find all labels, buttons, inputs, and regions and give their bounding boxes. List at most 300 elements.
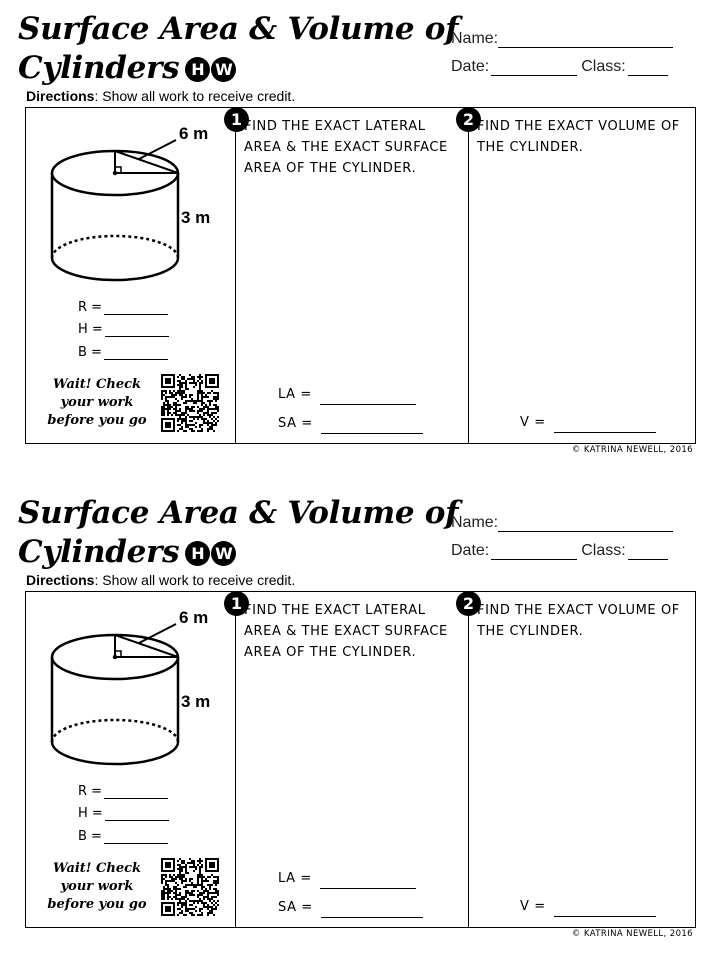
qr-module <box>185 430 187 432</box>
worksheet-top <box>0 0 720 480</box>
qr-module <box>185 420 187 422</box>
qr-module <box>173 408 175 410</box>
qr-module <box>161 876 163 878</box>
qr-module <box>181 874 183 876</box>
qr-module <box>207 396 209 398</box>
qr-module <box>169 906 171 908</box>
qr-module <box>177 404 179 406</box>
qr-module <box>197 398 199 400</box>
sa-blank[interactable] <box>321 903 423 918</box>
surface-area-answer[interactable] <box>278 413 427 434</box>
qr-module <box>181 378 183 380</box>
qr-module <box>179 418 181 420</box>
qr-module <box>185 896 187 898</box>
qr-module <box>191 408 193 410</box>
qr-module <box>167 396 169 398</box>
qr-module <box>211 908 213 910</box>
qr-module <box>215 404 217 406</box>
qr-module <box>175 414 177 416</box>
qr-module <box>161 410 163 412</box>
qr-module <box>169 910 171 912</box>
qr-module <box>217 862 219 864</box>
qr-module <box>185 402 187 404</box>
qr-module <box>213 858 215 860</box>
qr-module <box>173 424 175 426</box>
qr-module <box>161 908 163 910</box>
qr-module <box>161 866 163 868</box>
qr-module <box>175 878 177 880</box>
qr-module <box>207 412 209 414</box>
qr-module <box>207 898 209 900</box>
qr-module <box>217 864 219 866</box>
name-blank[interactable] <box>498 31 673 48</box>
qr-module <box>205 406 207 408</box>
qr-module <box>161 874 163 876</box>
qr-module <box>213 908 215 910</box>
qr-module <box>201 402 203 404</box>
qr-module <box>189 400 191 402</box>
qr-module <box>183 430 185 432</box>
qr-module <box>183 862 185 864</box>
surface-area-answer[interactable] <box>278 897 427 918</box>
var-h-blank[interactable] <box>105 322 169 337</box>
qr-module <box>167 382 169 384</box>
qr-module <box>191 882 193 884</box>
qr-module <box>187 872 189 874</box>
qr-module <box>161 394 163 396</box>
date-class-row <box>451 532 681 560</box>
var-r-label: R = <box>78 784 103 799</box>
qr-module <box>169 880 171 882</box>
qr-module <box>169 426 171 428</box>
qr-module <box>171 418 173 420</box>
name-blank[interactable] <box>498 515 673 532</box>
qr-module <box>209 912 211 914</box>
qr-module <box>165 408 167 410</box>
qr-module <box>201 900 203 902</box>
qr-module <box>201 400 203 402</box>
qr-module <box>175 890 177 892</box>
qr-module <box>185 384 187 386</box>
qr-module <box>163 914 165 916</box>
qr-module <box>173 878 175 880</box>
v-blank[interactable] <box>554 902 656 917</box>
qr-module <box>217 374 219 376</box>
worksheet-bottom <box>0 484 720 964</box>
qr-module <box>215 884 217 886</box>
qr-module <box>177 884 179 886</box>
qr-module <box>207 906 209 908</box>
qr-module <box>179 900 181 902</box>
var-b-blank[interactable] <box>104 345 168 360</box>
qr-module <box>163 892 165 894</box>
var-r-blank[interactable] <box>104 784 168 799</box>
qr-module <box>199 870 201 872</box>
qr-module <box>165 882 167 884</box>
qr-module <box>173 914 175 916</box>
qr-module <box>211 408 213 410</box>
qr-module <box>213 380 215 382</box>
qr-module <box>185 426 187 428</box>
qr-module <box>185 866 187 868</box>
height-answer[interactable] <box>78 322 173 337</box>
qr-module <box>209 864 211 866</box>
qr-module <box>177 390 179 392</box>
qr-module <box>161 890 163 892</box>
la-blank[interactable] <box>320 390 416 405</box>
qr-module <box>173 384 175 386</box>
qr-module <box>165 404 167 406</box>
qr-module <box>183 866 185 868</box>
lateral-area-answer[interactable] <box>278 384 420 405</box>
directions-label: Directions <box>26 88 95 104</box>
title-line-1: Surface Area & Volume of <box>18 495 459 531</box>
qr-module <box>177 384 179 386</box>
class-blank[interactable] <box>628 543 668 560</box>
class-blank[interactable] <box>628 59 668 76</box>
qr-module <box>201 882 203 884</box>
qr-module <box>189 420 191 422</box>
qr-module <box>191 420 193 422</box>
qr-module <box>197 864 199 866</box>
qr-module <box>199 430 201 432</box>
qr-module <box>179 870 181 872</box>
qr-module <box>185 880 187 882</box>
qr-module <box>191 406 193 408</box>
qr-module <box>173 380 175 382</box>
qr-module <box>193 406 195 408</box>
qr-module <box>169 896 171 898</box>
qr-module <box>201 424 203 426</box>
qr-module <box>173 382 175 384</box>
qr-module <box>161 384 163 386</box>
qr-module <box>217 858 219 860</box>
qr-module <box>215 396 217 398</box>
qr-module <box>213 904 215 906</box>
qr-module <box>207 892 209 894</box>
qr-module <box>175 412 177 414</box>
qr-module <box>167 884 169 886</box>
qr-module <box>169 374 171 376</box>
radius-answer[interactable] <box>78 784 172 799</box>
qr-module <box>175 410 177 412</box>
qr-module <box>207 408 209 410</box>
name-field[interactable] <box>451 504 681 532</box>
qr-module <box>177 868 179 870</box>
qr-module <box>181 912 183 914</box>
qr-module <box>211 884 213 886</box>
qr-module <box>209 428 211 430</box>
qr-module <box>189 904 191 906</box>
check-line-1: Wait! Check <box>52 861 142 876</box>
check-work-message <box>38 860 156 914</box>
qr-module <box>175 402 177 404</box>
qr-module <box>213 888 215 890</box>
qr-module <box>211 906 213 908</box>
qr-module <box>191 890 193 892</box>
qr-module <box>201 902 203 904</box>
qr-module <box>197 418 199 420</box>
qr-module <box>179 414 181 416</box>
qr-module <box>205 878 207 880</box>
qr-module <box>173 860 175 862</box>
qr-module <box>201 884 203 886</box>
qr-module <box>215 908 217 910</box>
qr-module <box>189 912 191 914</box>
name-field[interactable] <box>451 20 681 48</box>
qr-module <box>197 894 199 896</box>
la-label: LA = <box>278 871 312 886</box>
qr-module <box>177 418 179 420</box>
qr-module <box>165 914 167 916</box>
qr-module <box>181 904 183 906</box>
qr-module <box>167 410 169 412</box>
qr-module <box>185 416 187 418</box>
qr-module <box>173 910 175 912</box>
base-answer[interactable] <box>78 345 172 360</box>
base-answer[interactable] <box>78 829 172 844</box>
qr-module <box>181 420 183 422</box>
qr-module <box>203 896 205 898</box>
qr-module <box>189 884 191 886</box>
qr-module <box>185 396 187 398</box>
qr-module <box>187 378 189 380</box>
qr-module <box>169 404 171 406</box>
qr-module <box>207 392 209 394</box>
qr-module <box>167 422 169 424</box>
copyright: © KATRINA NEWELL, 2016 <box>571 445 693 455</box>
qr-module <box>163 874 165 876</box>
qr-module <box>171 414 173 416</box>
qr-module <box>179 878 181 880</box>
qr-code[interactable] <box>161 858 219 916</box>
qr-module <box>189 894 191 896</box>
qr-module <box>199 426 201 428</box>
qr-module <box>201 878 203 880</box>
qr-module <box>181 382 183 384</box>
qr-module <box>167 892 169 894</box>
qr-module <box>213 914 215 916</box>
qr-module <box>205 888 207 890</box>
column-divider-1 <box>235 108 236 443</box>
qr-module <box>203 904 205 906</box>
var-b-blank[interactable] <box>104 829 168 844</box>
qr-module <box>181 390 183 392</box>
date-blank[interactable] <box>491 543 577 560</box>
qr-module <box>195 900 197 902</box>
qr-module <box>215 902 217 904</box>
qr-module <box>213 896 215 898</box>
directions <box>26 88 295 104</box>
qr-module <box>211 428 213 430</box>
qr-module <box>167 858 169 860</box>
qr-module <box>189 892 191 894</box>
qr-module <box>161 862 163 864</box>
qr-module <box>199 390 201 392</box>
qr-module <box>213 374 215 376</box>
qr-module <box>185 904 187 906</box>
qr-module <box>161 374 163 376</box>
qr-module <box>181 392 183 394</box>
qr-module <box>177 414 179 416</box>
height-answer[interactable] <box>78 806 173 821</box>
qr-module <box>201 416 203 418</box>
volume-answer[interactable] <box>520 412 660 433</box>
qr-module <box>167 380 169 382</box>
qr-module <box>199 388 201 390</box>
sa-blank[interactable] <box>321 419 423 434</box>
qr-module <box>169 890 171 892</box>
qr-module <box>171 890 173 892</box>
qr-module <box>195 400 197 402</box>
qr-module <box>173 864 175 866</box>
v-blank[interactable] <box>554 418 656 433</box>
qr-module <box>173 870 175 872</box>
qr-module <box>173 422 175 424</box>
qr-module <box>207 912 209 914</box>
qr-module <box>173 412 175 414</box>
qr-module <box>163 890 165 892</box>
qr-module <box>217 386 219 388</box>
qr-module <box>163 408 165 410</box>
qr-module <box>165 380 167 382</box>
qr-module <box>207 876 209 878</box>
qr-module <box>203 414 205 416</box>
qr-module <box>175 898 177 900</box>
date-label: Date: <box>451 58 490 75</box>
qr-module <box>167 864 169 866</box>
qr-module <box>175 886 177 888</box>
qr-module <box>161 894 163 896</box>
var-r-blank[interactable] <box>104 300 168 315</box>
v-label: V = <box>520 899 546 914</box>
qr-module <box>193 890 195 892</box>
qr-module <box>185 914 187 916</box>
qr-module <box>163 406 165 408</box>
qr-module <box>171 914 173 916</box>
qr-module <box>163 414 165 416</box>
qr-module <box>189 410 191 412</box>
qr-module <box>201 886 203 888</box>
qr-module <box>179 864 181 866</box>
qr-module <box>169 418 171 420</box>
qr-module <box>205 386 207 388</box>
qr-module <box>191 400 193 402</box>
qr-module <box>205 906 207 908</box>
radius-answer[interactable] <box>78 300 172 315</box>
qr-module <box>183 874 185 876</box>
qr-module <box>217 866 219 868</box>
qr-module <box>165 426 167 428</box>
student-info-fields <box>451 20 681 76</box>
qr-module <box>163 896 165 898</box>
name-label: Name: <box>451 514 499 531</box>
qr-module <box>213 892 215 894</box>
qr-module <box>191 894 193 896</box>
check-line-2: your work <box>60 395 134 410</box>
qr-module <box>169 876 171 878</box>
qr-module <box>189 394 191 396</box>
qr-code[interactable] <box>161 374 219 432</box>
qr-module <box>199 378 201 380</box>
qr-module <box>177 898 179 900</box>
qr-module <box>197 410 199 412</box>
lateral-area-answer[interactable] <box>278 868 420 889</box>
column-divider-1 <box>235 592 236 927</box>
qr-module <box>183 414 185 416</box>
qr-module <box>197 392 199 394</box>
qr-module <box>217 416 219 418</box>
qr-module <box>203 418 205 420</box>
qr-module <box>211 910 213 912</box>
volume-answer[interactable] <box>520 896 660 917</box>
qr-module <box>167 908 169 910</box>
qr-module <box>179 404 181 406</box>
qr-module <box>205 422 207 424</box>
qr-module <box>203 906 205 908</box>
qr-module <box>197 430 199 432</box>
qr-module <box>177 894 179 896</box>
qr-module <box>169 864 171 866</box>
qr-module <box>187 406 189 408</box>
date-blank[interactable] <box>491 59 577 76</box>
qr-module <box>191 430 193 432</box>
qr-module <box>215 392 217 394</box>
center-dot <box>113 171 117 175</box>
qr-module <box>177 430 179 432</box>
qr-module <box>161 396 163 398</box>
qr-module <box>167 898 169 900</box>
qr-module <box>217 860 219 862</box>
qr-module <box>161 422 163 424</box>
qr-module <box>165 858 167 860</box>
qr-module <box>205 380 207 382</box>
qr-module <box>167 404 169 406</box>
var-h-blank[interactable] <box>105 806 169 821</box>
qr-module <box>175 404 177 406</box>
qr-module <box>165 392 167 394</box>
qr-module <box>165 864 167 866</box>
qr-module <box>197 390 199 392</box>
qr-module <box>191 382 193 384</box>
qr-module <box>201 396 203 398</box>
qr-module <box>209 900 211 902</box>
qr-module <box>203 402 205 404</box>
qr-module <box>205 374 207 376</box>
var-r-label: R = <box>78 300 103 315</box>
qr-module <box>205 880 207 882</box>
qr-module <box>191 862 193 864</box>
qr-module <box>189 378 191 380</box>
qr-module <box>213 876 215 878</box>
qr-module <box>203 412 205 414</box>
qr-module <box>173 902 175 904</box>
qr-module <box>163 390 165 392</box>
qr-module <box>185 382 187 384</box>
qr-module <box>211 912 213 914</box>
qr-module <box>169 380 171 382</box>
qr-module <box>185 902 187 904</box>
la-blank[interactable] <box>320 874 416 889</box>
qr-module <box>209 404 211 406</box>
qr-module <box>195 426 197 428</box>
qr-module <box>185 894 187 896</box>
qr-module <box>191 410 193 412</box>
qr-module <box>187 424 189 426</box>
qr-module <box>177 914 179 916</box>
qr-module <box>191 904 193 906</box>
qr-module <box>197 876 199 878</box>
